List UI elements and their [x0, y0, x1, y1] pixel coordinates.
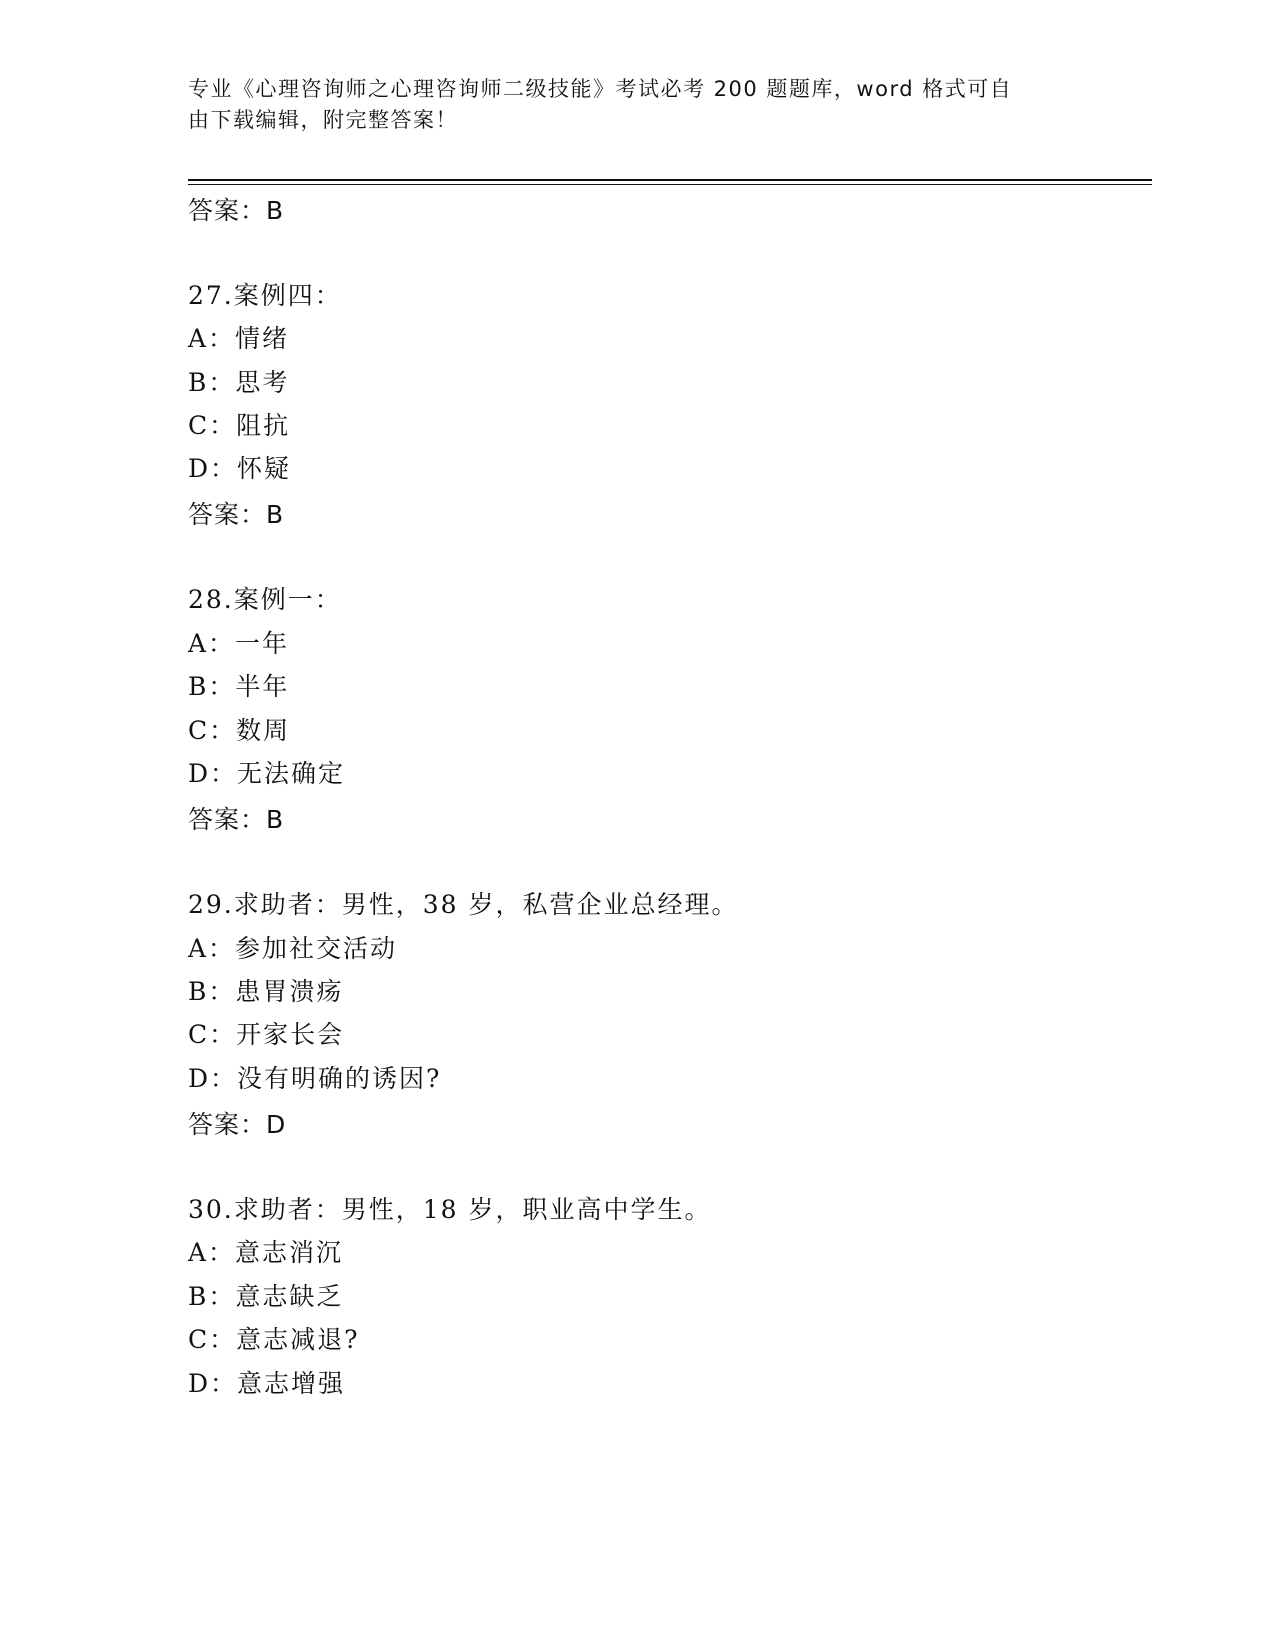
- question-27-option-b: B：思考: [188, 368, 290, 397]
- question-30-option-b: B：意志缺乏: [188, 1282, 344, 1311]
- question-28-stem: 28.案例一：: [188, 585, 342, 614]
- question-30-option-a: A：意志消沉: [188, 1238, 344, 1267]
- question-30-option-d: D：意志增强: [188, 1369, 346, 1398]
- question-28-answer: 答案：B: [188, 805, 285, 834]
- question-27-stem: 27.案例四：: [188, 281, 342, 310]
- answer-prev: 答案：B: [188, 196, 285, 225]
- question-29-answer: 答案：D: [188, 1110, 287, 1139]
- question-30-option-c: C：意志减退?: [188, 1325, 360, 1354]
- question-27-option-d: D：怀疑: [188, 454, 292, 483]
- question-29-stem: 29.求助者：男性，38 岁，私营企业总经理。: [188, 890, 739, 919]
- question-27-option-c: C：阻抗: [188, 411, 291, 440]
- header-rule-thin: [188, 184, 1152, 185]
- header-line-2: 由下载编辑，附完整答案！: [188, 108, 458, 132]
- question-27-option-a: A：情绪: [188, 324, 290, 353]
- document-header: [188, 74, 1068, 136]
- question-28-option-d: D：无法确定: [188, 759, 346, 788]
- question-29-option-c: C：开家长会: [188, 1020, 345, 1049]
- question-28-option-c: C：数周: [188, 716, 291, 745]
- question-28-option-b: B：半年: [188, 672, 290, 701]
- header-rule-thick: [188, 179, 1152, 181]
- question-29-option-a: A：参加社交活动: [188, 934, 398, 963]
- question-27-answer: 答案：B: [188, 500, 285, 529]
- header-line-1: 专业《心理咨询师之心理咨询师二级技能》考试必考 200 题题库，word 格式可自: [188, 77, 1013, 101]
- question-28-option-a: A：一年: [188, 629, 290, 658]
- question-29-option-d: D：没有明确的诱因?: [188, 1064, 442, 1093]
- question-30-stem: 30.求助者：男性，18 岁，职业高中学生。: [188, 1195, 712, 1224]
- question-29-option-b: B：患胃溃疡: [188, 977, 344, 1006]
